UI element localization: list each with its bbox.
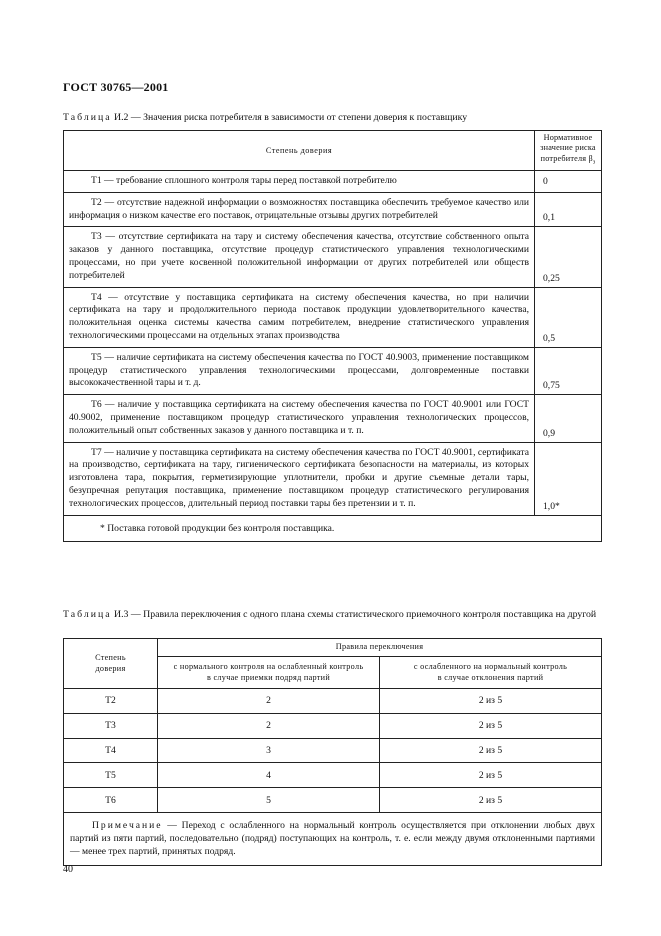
table-3-normal-to-reduced-cell: 5 — [158, 788, 380, 813]
table-2-footnote-row — [64, 515, 602, 541]
note-label: Примечание — [92, 819, 163, 831]
table-2-caption-text: И.2 — Значения риска потребителя в зависимости от степени доверия к поставщику — [111, 112, 468, 123]
table-3-note-row — [64, 812, 602, 865]
table-3 — [63, 638, 602, 866]
table-2-header-row — [64, 131, 602, 171]
table-row — [64, 347, 602, 394]
normal-to-reduced-line2: в случае приемки подряд партий — [206, 672, 331, 682]
table-row — [64, 788, 602, 813]
table-3-normal-to-reduced-cell: 4 — [158, 763, 380, 788]
table-row — [64, 287, 602, 347]
table-2 — [63, 130, 602, 542]
table-3-caption-label: Таблица — [63, 609, 112, 620]
table-3-col-degree-header — [64, 639, 158, 689]
normal-to-reduced-line1: с нормального контроля на ослабленный контроль — [173, 662, 364, 671]
risk-header-line1: Нормативное — [543, 132, 593, 142]
table-3-col-normal-to-reduced-header — [158, 657, 380, 689]
table-row — [64, 713, 602, 738]
table-2-row-t6-text: Т6 — наличие у поставщика сертификата на систему обеспечения качества по ГОСТ 40.9001 или ГОСТ 40.9002, применение поставщиком процедур статистического управления технологических процессов, положительный опыт собственных заказов у данного поставщика и т. п. — [64, 395, 535, 442]
table-3-caption — [63, 609, 601, 621]
table-3-reduced-to-normal-cell: 2 из 5 — [380, 788, 602, 813]
table-3-note — [64, 812, 602, 865]
table-2-footnote: * Поставка готовой продукции без контроля поставщика. — [64, 515, 602, 541]
table-3-degree-cell: Т2 — [64, 689, 158, 714]
table-2-row-t3-value: 0,25 — [535, 227, 602, 287]
table-2-row-t1-text: Т1 — требование сплошного контроля тары перед поставкой потребителю — [64, 171, 535, 193]
table-3-reduced-to-normal-cell: 2 из 5 — [380, 689, 602, 714]
table-3-group-header: Правила переключения — [158, 639, 602, 657]
table-2-row-t4-value: 0,5 — [535, 287, 602, 347]
table-3-normal-to-reduced-cell: 3 — [158, 738, 380, 763]
table-3-normal-to-reduced-cell: 2 — [158, 713, 380, 738]
note-text: — Переход с ослабленного на нормальный контроль осуществляется при отклонении любых двух партий из пяти партий, последовательно (подряд) поступающих на контроль, т. е. если между двумя отклоненными партиями — менее трех партий, принятых подряд. — [70, 819, 596, 857]
table-3-degree-cell: Т6 — [64, 788, 158, 813]
table-2-row-t5-text: Т5 — наличие сертификата на систему обеспечения качества по ГОСТ 40.9003, применение поставщиком процедур статистического управления технологическими процессами, долговременные поставки высококачественной тары и т. д. — [64, 347, 535, 394]
degree-header-line2: доверия — [95, 663, 126, 673]
degree-header-line1: Степень — [95, 653, 126, 662]
table-row — [64, 192, 602, 227]
reduced-to-normal-line2: в случае отклонения партий — [437, 672, 544, 682]
table-row — [64, 738, 602, 763]
document-header: ГОСТ 30765—2001 — [63, 80, 169, 94]
table-2-col-degree-header: Степень доверия — [64, 131, 535, 171]
page-number: 40 — [63, 864, 73, 875]
reduced-to-normal-line1: с ослабленного на нормальный контроль — [413, 662, 568, 671]
table-row — [64, 171, 602, 193]
table-3-normal-to-reduced-cell: 2 — [158, 689, 380, 714]
table-2-row-t7-text: Т7 — наличие у поставщика сертификата на систему обеспечения качества по ГОСТ 40.9001, сертификата на производство, сертификата на тару, гигиенического сертификата безопасности на материалы, из которых изготовлена тара, покрытия, герметизирующие уплотнители, пробки и другие съемные детали тары, безупречная репутация поставщика, применение поставщиком процедур статистического регулирования технологических процессов, длительный период поставки тары без претензии и т. п. — [64, 442, 535, 515]
table-3-reduced-to-normal-cell: 2 из 5 — [380, 738, 602, 763]
table-3-degree-cell: Т4 — [64, 738, 158, 763]
table-2-caption — [63, 112, 601, 124]
table-2-row-t5-value: 0,75 — [535, 347, 602, 394]
risk-header-subscript: з — [592, 159, 596, 166]
risk-header-line3: потребителя β — [540, 153, 593, 163]
table-3-degree-cell: Т5 — [64, 763, 158, 788]
table-3-caption-text: И.3 — Правила переключения с одного плана схемы статистического приемочного контроля поставщика на другой — [111, 609, 597, 620]
table-2-row-t2-value: 0,1 — [535, 192, 602, 227]
risk-header-line2: значение риска — [540, 143, 596, 153]
table-3-degree-cell: Т3 — [64, 713, 158, 738]
table-2-row-t1-value: 0 — [535, 171, 602, 193]
table-3-header-row-1 — [64, 639, 602, 657]
table-row — [64, 689, 602, 714]
table-row — [64, 763, 602, 788]
table-3-reduced-to-normal-cell: 2 из 5 — [380, 713, 602, 738]
table-3-reduced-to-normal-cell: 2 из 5 — [380, 763, 602, 788]
table-2-caption-label: Таблица — [63, 112, 112, 123]
table-row — [64, 395, 602, 442]
table-2-row-t2-text: Т2 — отсутствие надежной информации о возможностях поставщика обеспечить требуемое качество или информация о низком качестве его поставок, отрицательные отзывы других потребителей — [64, 192, 535, 227]
table-row — [64, 227, 602, 287]
table-2-row-t6-value: 0,9 — [535, 395, 602, 442]
table-2-row-t7-value: 1,0* — [535, 442, 602, 515]
table-3-col-reduced-to-normal-header — [380, 657, 602, 689]
table-row — [64, 442, 602, 515]
table-2-row-t4-text: Т4 — отсутствие у поставщика сертификата на систему обеспечения качества, но при наличии сертификата на тару и продолжительного периода поставок продукции удовлетворительного качества, положительная оценка системы качества самим потребителем, внедрение статистического управления технологическими процессами на отдельных этапах производства — [64, 287, 535, 347]
table-2-row-t3-text: Т3 — отсутствие сертификата на тару и систему обеспечения качества, отсутствие собственного опыта заказов у данного поставщика, отсутствие процедур статистического управления технологическими процессами, но при учете косвенной положительной информации от других потребителей или обществ потребителей — [64, 227, 535, 287]
table-2-col-risk-header — [535, 131, 602, 171]
